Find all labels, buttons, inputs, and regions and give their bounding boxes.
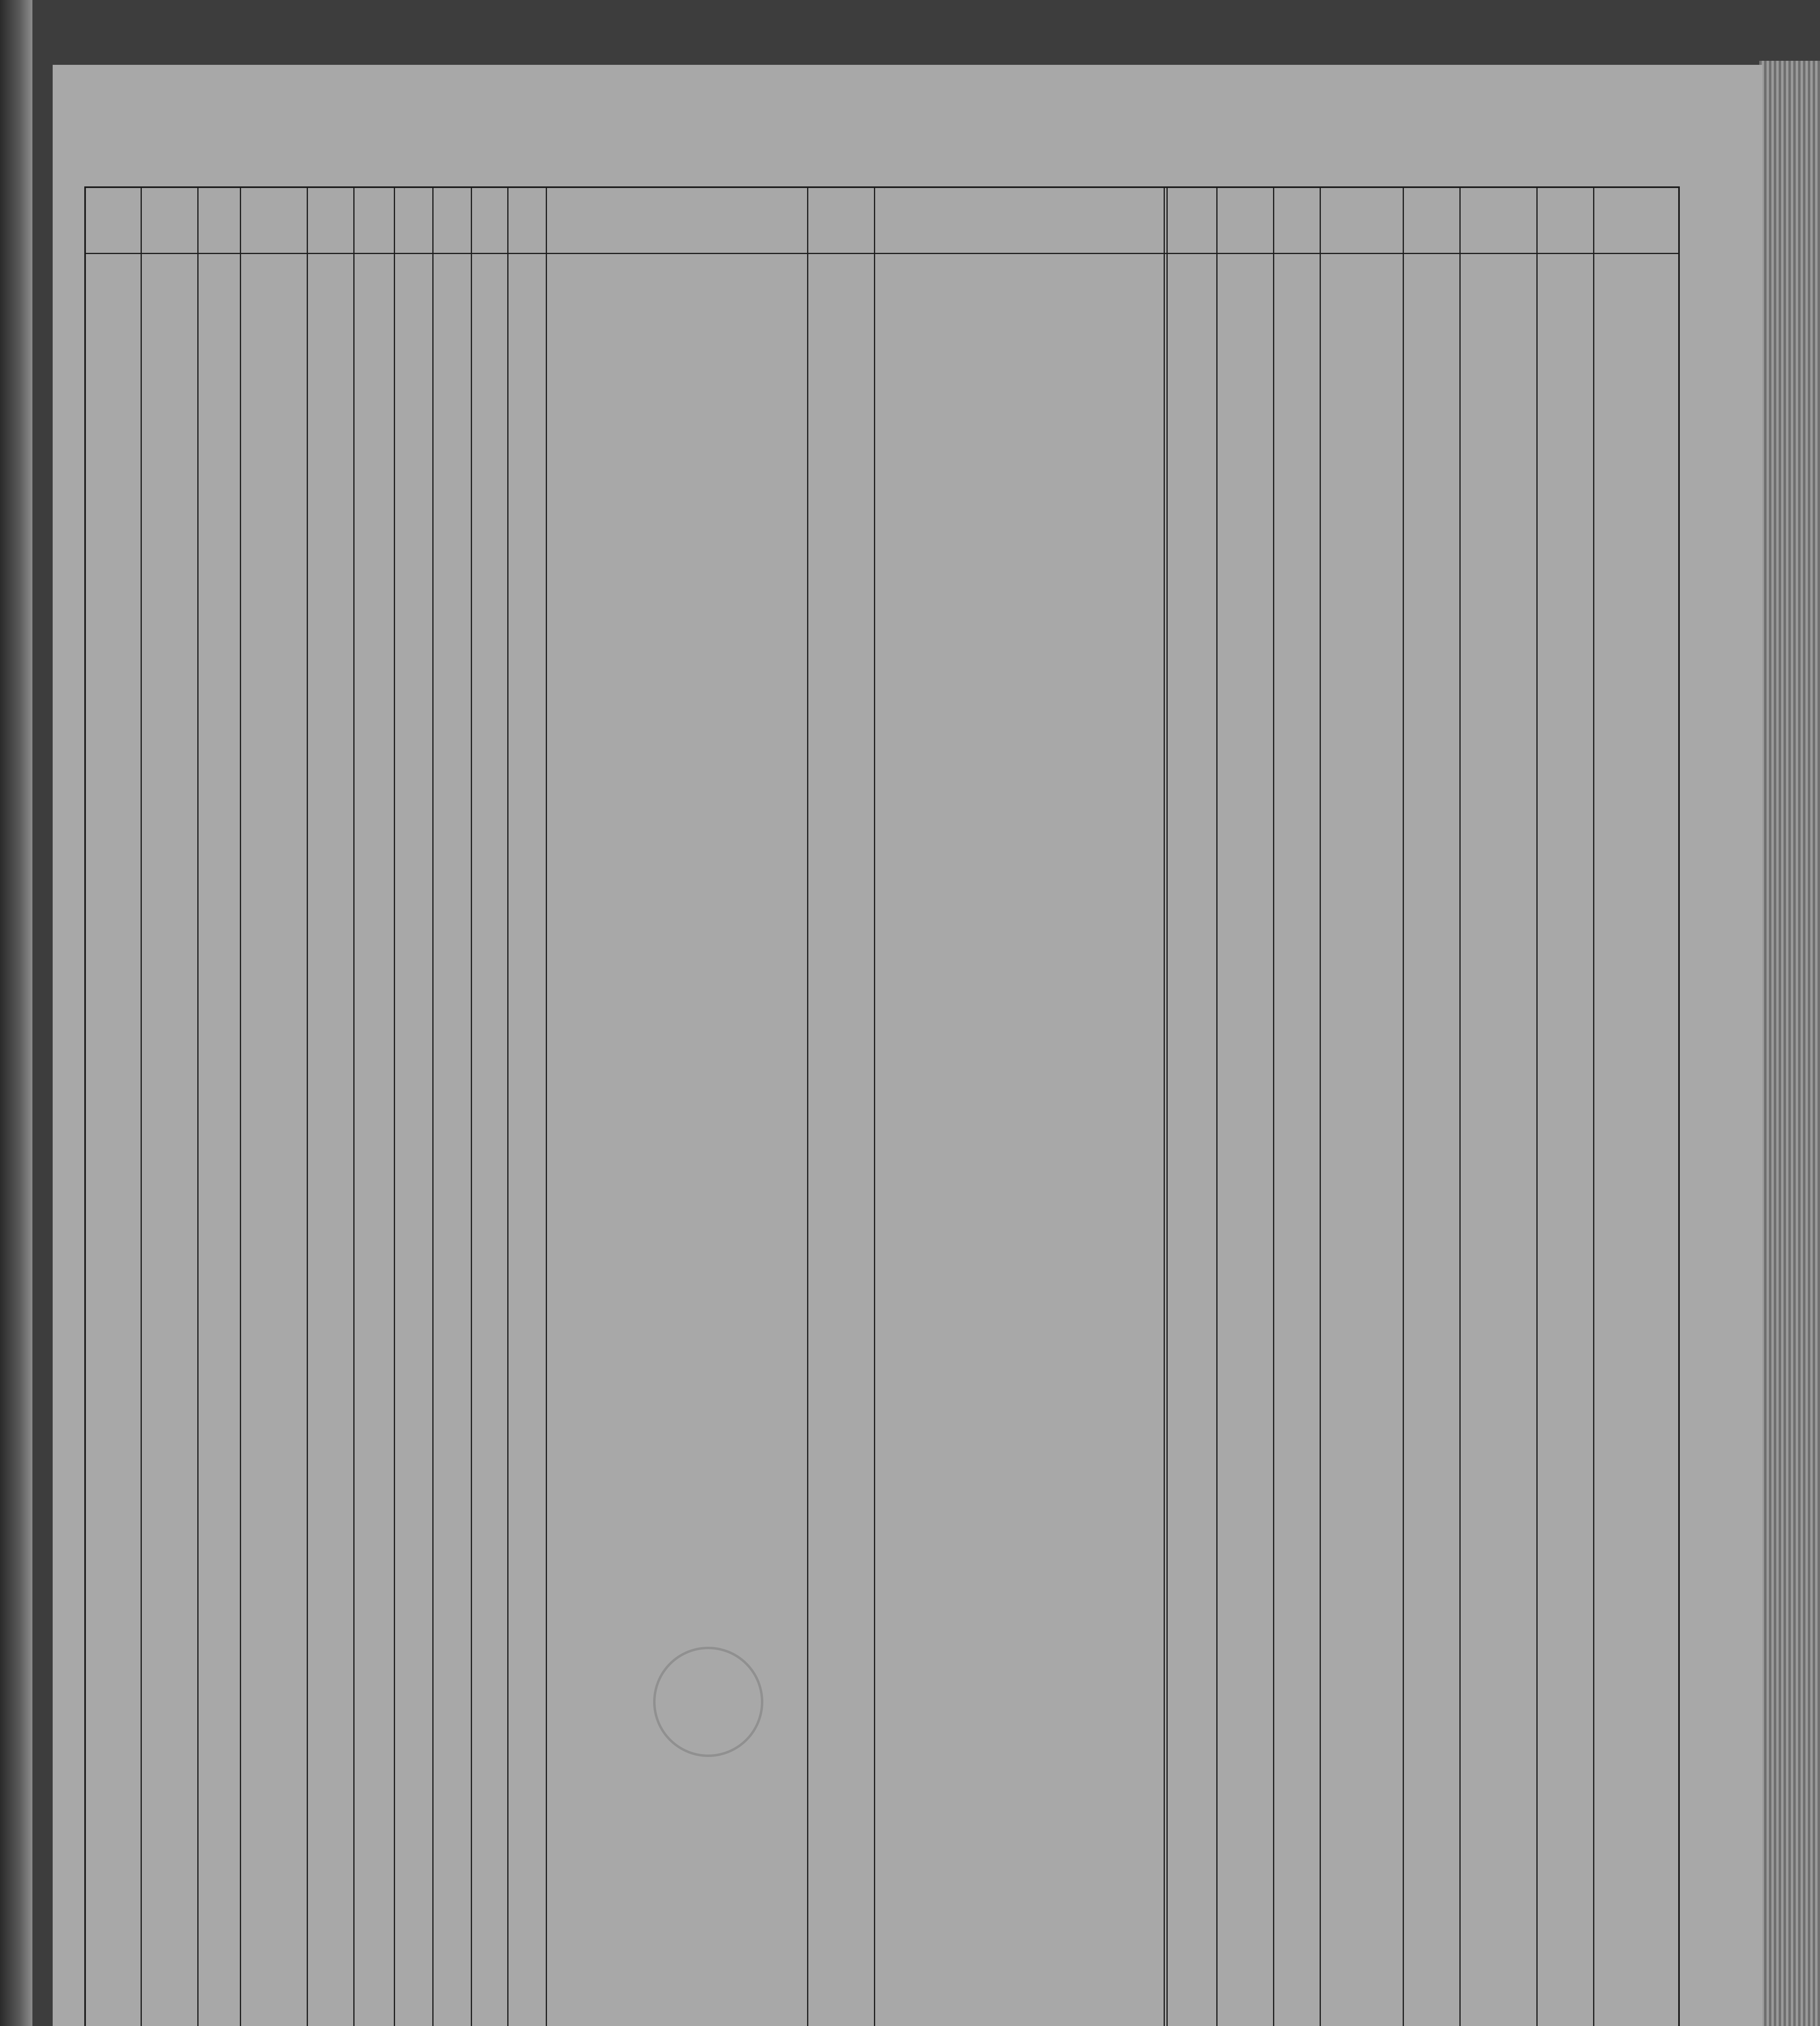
col-sep [394, 188, 395, 2026]
col-sep [807, 188, 808, 2026]
col-sep [141, 188, 142, 2026]
col-sep [240, 188, 241, 2026]
col-sep [1536, 188, 1538, 2026]
book-binding-left [0, 0, 32, 2026]
col-sep [307, 188, 308, 2026]
col-sep [1403, 188, 1404, 2026]
col-sep [507, 188, 508, 2026]
faint-stamp-mark [653, 1647, 763, 1757]
col-sep [353, 188, 355, 2026]
col-sep [197, 188, 199, 2026]
col-sep [546, 188, 547, 2026]
quotation-table [84, 186, 1680, 2026]
col-sep [1459, 188, 1461, 2026]
col-sep [1593, 188, 1594, 2026]
col-sep [471, 188, 472, 2026]
col-sep [432, 188, 434, 2026]
col-sep [874, 188, 875, 2026]
col-sep [1273, 188, 1274, 2026]
col-sep [1320, 188, 1321, 2026]
header-rule [86, 253, 1678, 254]
book-pages-edge [1759, 61, 1820, 2026]
col-sep-double [1164, 188, 1168, 2026]
col-sep [1216, 188, 1218, 2026]
